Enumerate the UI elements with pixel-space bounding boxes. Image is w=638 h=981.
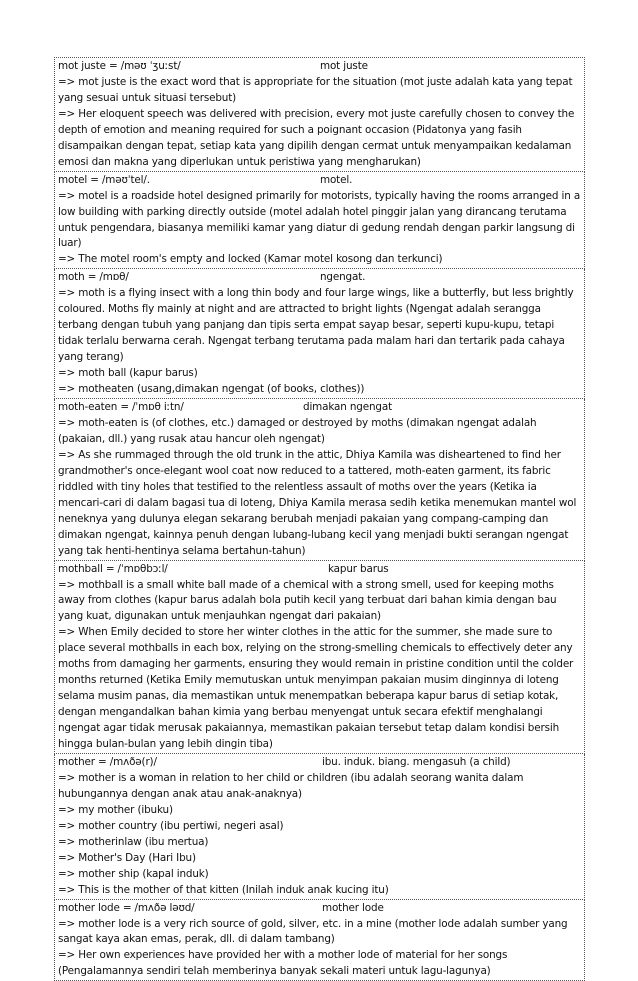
headword: mot juste = /məʊ ˈʒuːst/ — [58, 60, 181, 72]
dictionary-entry — [54, 269, 585, 399]
entry-line: => motheaten (usang,dimakan ngengat (of books, clothes)) — [58, 383, 365, 396]
translation: ngengat. — [320, 271, 366, 284]
dictionary-page — [54, 57, 585, 981]
entry-line: => motel is a roadside hotel designed primarily for motorists, typically having the rooms arranged in a low building with parking directly outside (motel adalah hotel pinggir jalan yang dirancang terutama untuk pengendara, biasanya memiliki kamar yang diatur di gedung rendah dengan parkir langsung di luar) — [58, 189, 581, 250]
dictionary-entry — [54, 754, 585, 900]
dictionary-entry — [54, 561, 585, 754]
dictionary-entry — [54, 399, 585, 561]
translation: dimakan ngengat — [303, 401, 393, 414]
translation: mother lode — [322, 901, 384, 914]
headword: mothball = /ˈmɒθbɔːl/ — [58, 562, 168, 575]
entry-line: => When Emily decided to store her winter clothes in the attic for the summer, she made sure to place several mothballs in each box, relying on the strong-smelling chemicals to effectively deter any moths from damaging her garments, ensuring they would remain in pristine condition until the colder months returned (Ketika Emily memutuskan untuk menyimpan pakaian musim dinginnya di loteng selama musim panas, dia memastikan untuk menempatkan beberapa kapur barus di setiap kotak, dengan mengandalkan bahan kimia yang berbau menyengat untuk secara efektif menghalangi ngengat agar tidak merusak pakaiannya, memastikan pakaian tersebut tetap dalam kondisi bersih hingga bulan-bulan yang lebih dingin tiba) — [58, 626, 574, 751]
entry-line: => my mother (ibuku) — [58, 803, 173, 816]
entry-header — [58, 755, 582, 771]
entry-header — [58, 59, 582, 75]
entry-line: => The motel room's empty and locked (Kamar motel kosong dan terkunci) — [58, 253, 443, 266]
entry-line: => Mother's Day (Hari Ibu) — [58, 851, 196, 864]
headword: moth-eaten = /ˈmɒθ iːtn/ — [58, 401, 184, 414]
dictionary-entry — [54, 172, 585, 270]
entry-line: => Her eloquent speech was delivered with precision, every mot juste carefully chosen to convey the depth of emotion and meaning required for such a poignant occasion (Pidatonya yang fasih disampaikan dengan tepat, setiap kata yang dipilih dengan cermat untuk menyampaikan kedalaman emosi dan makna yang diperlukan untuk peristiwa yang mengharukan) — [58, 107, 575, 168]
entry-line: => Her own experiences have provided her with a mother lode of material for her songs (Pengalamannya sendiri telah memberinya banyak sekali materi untuk lagu-lagunya) — [58, 949, 508, 978]
entry-line: => As she rummaged through the old trunk in the attic, Dhiya Kamila was disheartened to find her grandmother's once-elegant wool coat now reduced to a tattered, moth-eaten garment, its fabric riddled with tiny holes that testified to the relentless assault of moths over the years (Ketika ia mencari-cari di dalam bagasi tua di loteng, Dhiya Kamila merasa sedih ketika menemukan mantel wol neneknya yang dulunya elegan sekarang berubah menjadi pakaian yang compang-camping dan dimakan ngengat, kainnya penuh dengan lubang-lubang kecil yang menjadi bukti serangan ngengat yang tak henti-hentinya selama bertahun-tahun) — [58, 448, 577, 557]
dictionary-entry — [54, 57, 585, 172]
entry-line: => mot juste is the exact word that is appropriate for the situation (mot juste adalah kata yang tepat yang sesuai untuk situasi tersebut) — [58, 75, 573, 104]
translation: ibu. induk. biang. mengasuh (a child) — [322, 755, 511, 768]
entry-line: => moth is a flying insect with a long thin body and four large wings, like a butterfly, but less brightly coloured. Moths fly mainly at night and are attracted to bright lights (Ngengat adalah serangga terbang dengan tubuh yang panjang dan tipis serta empat sayap besar, seperti kupu-kupu, tetapi tidak terlalu berwarna cerah. Ngengat terbang terutama pada malam hari dan tertarik pada cahaya yang terang) — [58, 287, 574, 364]
entry-line: => This is the mother of that kitten (Inilah induk anak kucing itu) — [58, 883, 389, 896]
entry-header — [58, 173, 582, 189]
translation: motel. — [320, 173, 353, 186]
entry-line: => motherinlaw (ibu mertua) — [58, 835, 209, 848]
dictionary-entry — [54, 900, 585, 981]
translation: kapur barus — [328, 562, 389, 575]
headword: moth = /mɒθ/ — [58, 271, 129, 284]
entry-line: => mothball is a small white ball made of a chemical with a strong smell, used for keeping moths away from clothes (kapur barus adalah bola putih kecil yang terbuat dari bahan kimia dengan bau yang kuat, digunakan untuk menjauhkan ngengat dari pakaian) — [58, 578, 557, 623]
entry-line: => moth-eaten is (of clothes, etc.) damaged or destroyed by moths (dimakan ngengat adalah (pakaian, dll.) yang rusak atau hancur oleh ngengat) — [58, 416, 537, 445]
translation: mot juste — [320, 60, 368, 72]
headword: mother = /mʌðə(r)/ — [58, 755, 157, 768]
entry-line: => mother lode is a very rich source of gold, silver, etc. in a mine (mother lode adalah sumber yang sangat kaya akan emas, perak, dll. di dalam tambang) — [58, 917, 568, 946]
entry-header — [58, 562, 582, 578]
headword: mother lode = /mʌðə ləʊd/ — [58, 901, 195, 914]
entry-line: => mother is a woman in relation to her child or children (ibu adalah seorang wanita dalam hubungannya dengan anak atau anak-anaknya) — [58, 771, 524, 800]
entry-header — [58, 270, 582, 286]
entry-header — [58, 400, 582, 416]
entry-line: => mother ship (kapal induk) — [58, 867, 209, 880]
entry-line: => moth ball (kapur barus) — [58, 367, 198, 380]
entry-line: => mother country (ibu pertiwi, negeri asal) — [58, 819, 284, 832]
headword: motel = /məʊˈtel/. — [58, 173, 150, 186]
